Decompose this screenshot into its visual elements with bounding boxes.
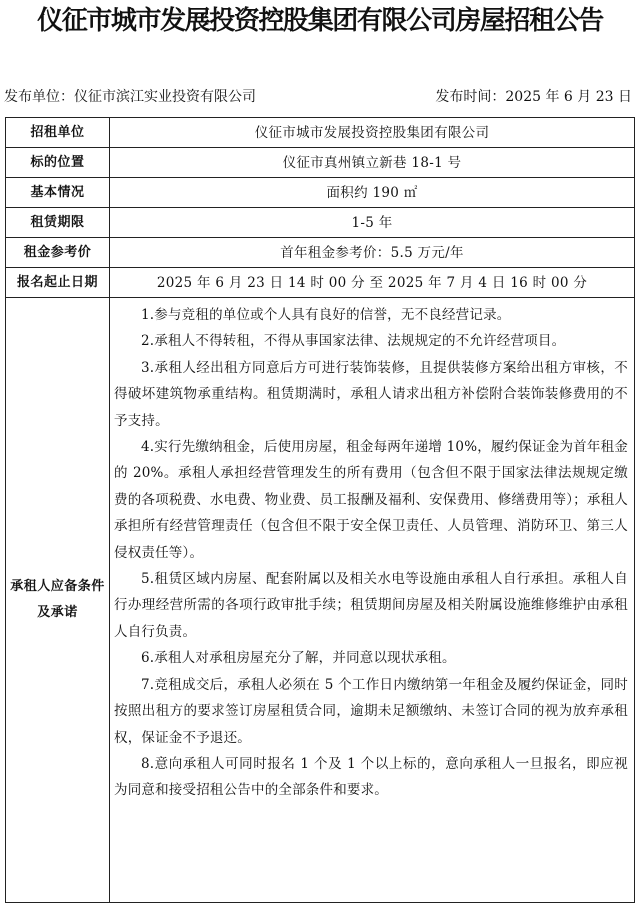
conditions-row: [6, 298, 635, 903]
row-value: 仪征市城市发展投资控股集团有限公司: [110, 118, 635, 148]
table-row: [6, 118, 635, 148]
table-row: [6, 238, 635, 268]
table-row: [6, 148, 635, 178]
publish-time-value: 2025 年 6 月 23 日: [505, 89, 632, 105]
row-value: 2025 年 6 月 23 日 14 时 00 分 至 2025 年 7 月 4 日 16 时 00 分: [110, 268, 635, 298]
publish-time-label: 发布时间：: [435, 89, 506, 105]
publisher-label: 发布单位：: [4, 89, 74, 105]
row-value: 1-5 年: [110, 208, 635, 238]
table-row: [6, 208, 635, 238]
condition-item: 2.承租人不得转租，不得从事国家法律、法规规定的不允许经营项目。: [141, 333, 566, 350]
publisher-value: 仪征市滨江实业投资有限公司: [74, 89, 256, 105]
publish-time: [435, 86, 632, 108]
page-title: 仪征市城市发展投资控股集团有限公司房屋招租公告: [37, 6, 603, 36]
condition-item: 7.竞租成交后，承租人必须在 5 个工作日内缴纳第一年租金及履约保证金，同时按照出租方的要求签订房屋租赁合同，逾期未足额缴纳、未签订合同的视为放弃承租权，保证金不予退还。: [114, 676, 628, 746]
meta-row: [0, 86, 640, 108]
row-label: 报名起止日期: [6, 268, 110, 298]
announcement-table: [5, 117, 635, 903]
conditions-list: [110, 298, 635, 903]
row-label: 租金参考价: [6, 238, 110, 268]
condition-item: 5.租赁区域内房屋、配套附属以及相关水电等设施由承租人自行承担。承租人自行办理经营所需的各项行政审批手续；租赁期间房屋及相关附属设施维修维护由承租人自行负责。: [114, 571, 628, 640]
row-label: 基本情况: [6, 178, 110, 208]
row-label: 招租单位: [6, 118, 110, 148]
row-value: 面积约 190 ㎡: [110, 178, 635, 208]
condition-item: 8.意向承租人可同时报名 1 个及 1 个以上标的，意向承租人一旦报名，即应视为同意和接受招租公告中的全部条件和要求。: [114, 755, 628, 799]
conditions-label-line: 承租人应备条件: [10, 579, 105, 594]
table-row: [6, 178, 635, 208]
conditions-label-text: [6, 574, 109, 626]
row-value: 首年租金参考价：5.5 万元/年: [110, 238, 635, 268]
publisher: [4, 86, 256, 108]
table-row: [6, 268, 635, 298]
condition-item: 1.参与竞租的单位或个人具有良好的信誉，无不良经营记录。: [141, 307, 511, 323]
conditions-label: [6, 298, 110, 903]
condition-item: 6.承租人对承租房屋充分了解，并同意以现状承租。: [141, 650, 456, 667]
row-label: 租赁期限: [6, 208, 110, 238]
condition-item: 4.实行先缴纳租金，后使用房屋，租金每两年递增 10%，履约保证金为首年租金的 20%。承租人承担经营管理发生的所有费用（包含但不限于国家法律法规规定缴费的各项税费、水电费、物业费、员工报酬及福利、安保费用、修缮费用等）；承租人承担所有经营管理责任（包含但不限于安全保卫责任、人员管理、消防环卫、第三人侵权责任等）。: [114, 439, 628, 561]
row-value: 仪征市真州镇立新巷 18-1 号: [110, 148, 635, 178]
conditions-label-line: 及承诺: [37, 605, 78, 620]
row-label: 标的位置: [6, 148, 110, 178]
condition-item: 3.承租人经出租方同意后方可进行装饰装修，且提供装修方案给出租方审核，不得破坏建筑物承重结构。租赁期满时，承租人请求出租方补偿附合装饰装修费用的不予支持。: [114, 359, 628, 429]
